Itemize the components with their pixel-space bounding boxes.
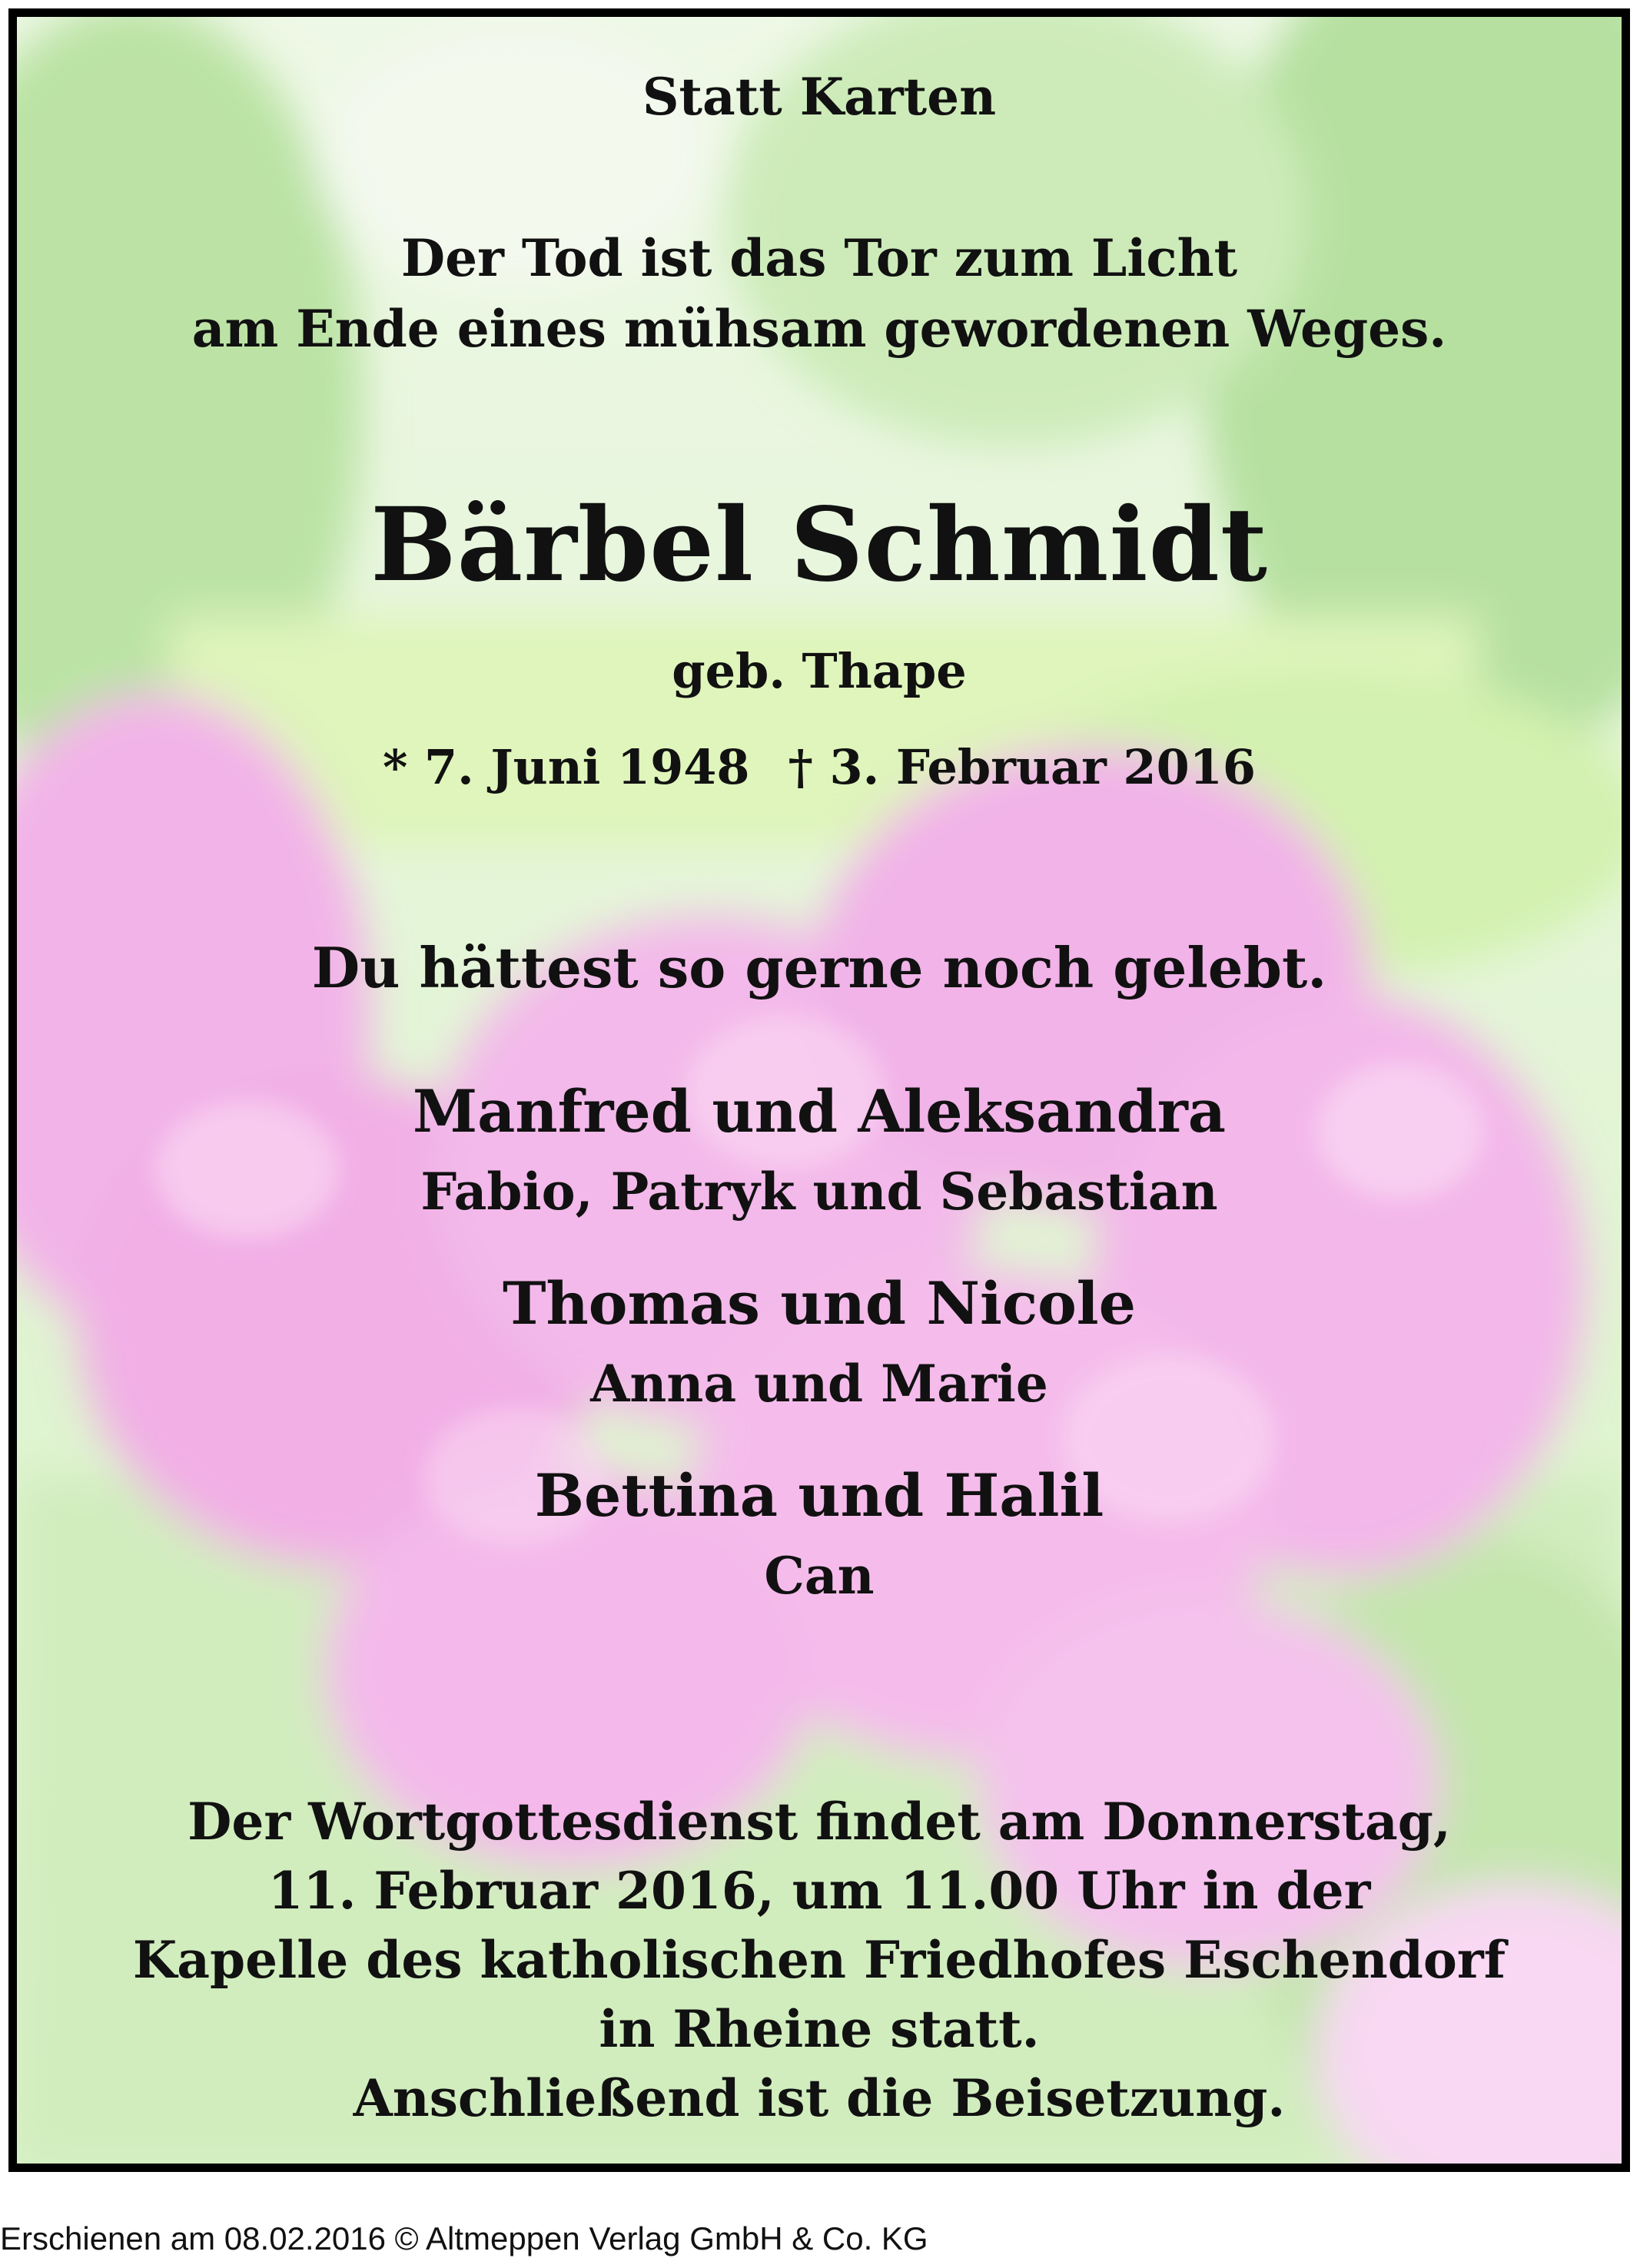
obituary-card (8, 8, 1630, 2172)
service-line: Kapelle des katholischen Friedhofes Eschendorf (132, 1930, 1506, 1990)
service-line: 11. Februar 2016, um 11.00 Uhr in der (267, 1861, 1371, 1921)
maiden-name: geb. Thape (672, 643, 967, 699)
service-line: Der Wortgottesdienst findet am Donnerstag, (188, 1792, 1451, 1852)
service-line: in Rheine statt. (599, 1999, 1040, 2059)
farewell-line: Du hättest so gerne noch gelebt. (311, 935, 1327, 1000)
deceased-name: Bärbel Schmidt (370, 486, 1268, 605)
family-children: Anna und Marie (590, 1354, 1048, 1414)
service-line: Anschließend ist die Beisetzung. (353, 2068, 1286, 2128)
family-children: Fabio, Patryk und Sebastian (420, 1162, 1218, 1222)
publication-credit: Erschienen am 08.02.2016 © Altmeppen Verlag GmbH & Co. KG (0, 2220, 928, 2256)
family-children: Can (764, 1546, 875, 1606)
family-parents: Manfred und Aleksandra (413, 1077, 1226, 1146)
motto-line-1: Der Tod ist das Tor zum Licht (400, 228, 1238, 288)
birth-date: * 7. Juni 1948 (383, 739, 750, 795)
notice-text (17, 17, 1622, 2164)
motto-line-2: am Ende eines mühsam gewordenen Weges. (191, 299, 1447, 359)
death-date: † 3. Februar 2016 (788, 739, 1256, 795)
life-dates (17, 739, 1622, 795)
family-parents: Bettina und Halil (534, 1461, 1104, 1530)
family-parents: Thomas und Nicole (502, 1269, 1137, 1338)
heading: Statt Karten (642, 67, 997, 127)
